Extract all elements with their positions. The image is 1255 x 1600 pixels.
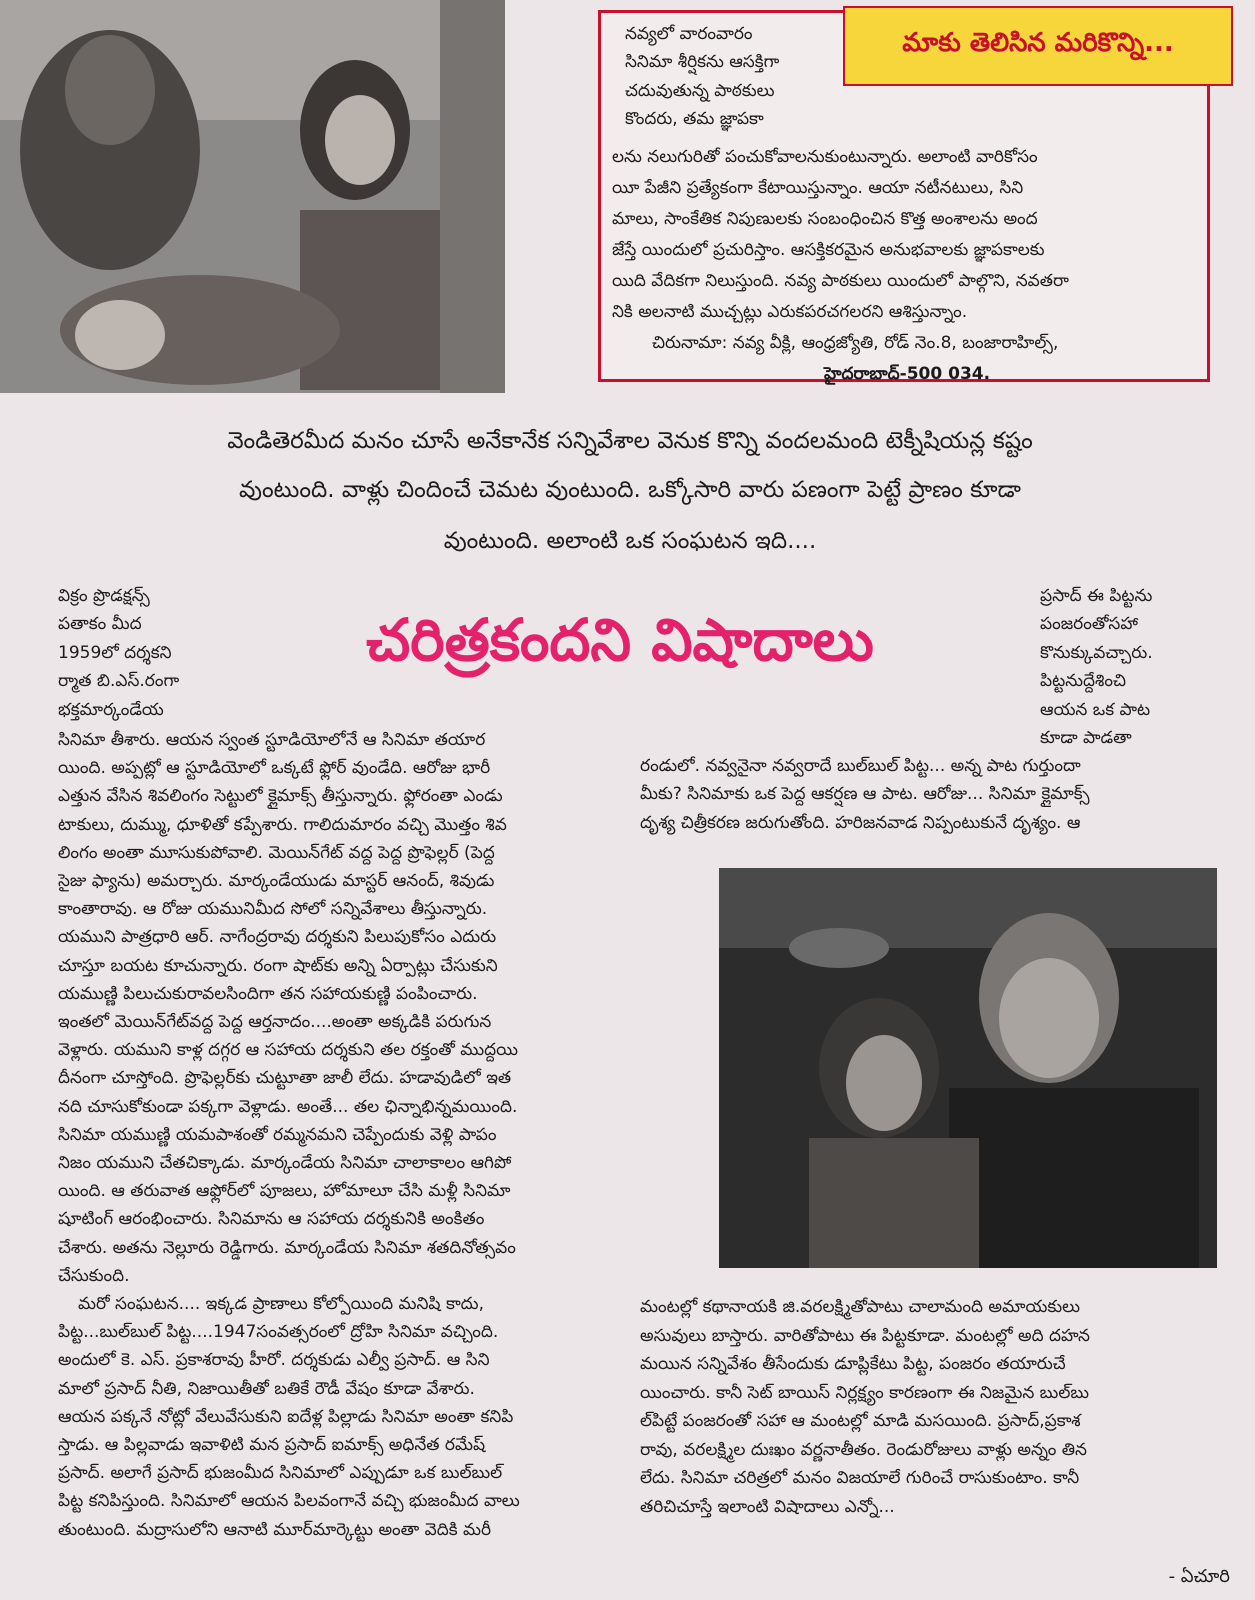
article-headline: చరిత్రకందని విషాదాలు bbox=[366, 606, 874, 674]
text-line: లింగం అంతా మూసుకుపోవాలి. మెయిన్‌గేట్ వద్ద పెద్ద ప్రొఫెల్లర్ (పెద్ద bbox=[58, 842, 495, 863]
text-line: మరో సంఘటన.... ఇక్కడ ప్రాణాలు కోల్పోయింది మనిషి కాదు, bbox=[78, 1294, 484, 1315]
text-line: రండులో. నవ్వనైనా నవ్వరాదే బుల్‌బుల్ పిట్ట... అన్న పాట గుర్తుందా bbox=[640, 756, 1081, 776]
text-line: ప్రసాద్. అలాగే ప్రసాద్ భుజంమీద సినిమాలో ఎప్పుడూ ఒక బుల్‌బుల్ bbox=[58, 1463, 503, 1484]
text-line: చేశారు. అతను నెల్లూరు రెడ్డిగారు. మార్కండేయ సినిమా శతదినోత్సవం bbox=[58, 1237, 516, 1258]
text-line: ర్మాత బి.ఎస్.రంగా bbox=[58, 671, 180, 692]
text-line: నిజం యముని చేతచిక్కాడు. మార్కండేయ సినిమా చాలాకాలం ఆగిపో bbox=[58, 1153, 512, 1174]
box-address-line-1: చిరునామా: నవ్య వీక్లి, ఆంధ్రజ్యోతి, రోడ్ నెం.8, బంజారాహిల్స్, bbox=[652, 333, 1059, 353]
text-line: కాంతారావు. ఆ రోజు యమునిమీద సోలో సన్నివేశాలు తీస్తున్నారు. bbox=[58, 899, 488, 920]
right-column-bottom bbox=[640, 1293, 1205, 1521]
text-line: కూడా పాడతా bbox=[1040, 728, 1132, 749]
film-still-photo-bottom bbox=[719, 868, 1217, 1268]
text-line: చేసుకుంది. bbox=[58, 1265, 130, 1286]
text-line: 1959లో దర్శకని bbox=[58, 642, 172, 663]
box-line: కొందరు, తమ జ్ఞాపకా bbox=[625, 109, 764, 130]
box-line: నికి అలనాటి ముచ్చట్లు ఎరుకపరచగలరని ఆశిస్తున్నాం. bbox=[612, 302, 968, 322]
intro-line: వుంటుంది. అలాంటి ఒక సంఘటన ఇది.... bbox=[443, 528, 817, 554]
text-line: సినిమా యముణ్ణి యమపాశంతో రమ్మనమని చెప్పేందుకు వెళ్లి పాపం bbox=[58, 1124, 497, 1145]
text-line: కొనుక్కువచ్చారు. bbox=[1040, 642, 1153, 663]
box-line: నవ్యలో వారంవారం bbox=[625, 24, 753, 44]
box-line: సినిమా శీర్షికను ఆసక్తిగా bbox=[625, 52, 780, 73]
left-narrow-column bbox=[58, 582, 228, 724]
text-line: యించారు. కానీ సెట్ బాయిస్ నిర్లక్ష్యం కారణంగా ఈ నిజమైన బుల్‌బు bbox=[640, 1382, 1090, 1403]
box-line: చదువుతున్న పాఠకులు bbox=[625, 80, 775, 101]
text-line: పంజరంతోసహా bbox=[1040, 614, 1138, 635]
text-line: ల్‌పిట్టే పంజరంతో సహా ఆ మంటల్లో మాడి మసయింది. ప్రసాద్,ప్రకాశ bbox=[640, 1411, 1081, 1431]
box-line: యీ పేజీని ప్రత్యేకంగా కేటాయిస్తున్నాం. ఆయా నటీనటులు, సిని bbox=[612, 178, 1024, 198]
text-line: ఆయన ఒక పాట bbox=[1040, 699, 1151, 720]
box-line: లను నలుగురితో పంచుకోవాలనుకుంటున్నారు. అలాంటి వారికోసం bbox=[612, 147, 1038, 167]
text-line: మాలో ప్రసాద్ నీతి, నిజాయితీతో బతికే రౌడీ వేషం కూడా వేశారు. bbox=[58, 1378, 475, 1399]
text-line: మీకు? సినిమాకు ఒక పెద్ద ఆకర్షణ ఆ పాట. ఆరోజు... సినిమా క్లైమాక్స్ bbox=[640, 784, 1090, 805]
right-column-top bbox=[640, 752, 1205, 837]
text-line: పతాకం మీద bbox=[58, 614, 142, 635]
box-line: యిది వేదికగా నిలుస్తుంది. నవ్య పాఠకులు యిందులో పాల్గొని, నవతరా bbox=[612, 271, 1069, 291]
text-line: సినిమా తీశారు. ఆయన స్వంత స్టూడియోలోనే ఆ సినిమా తయార bbox=[58, 730, 486, 750]
text-line: యముని పాత్రధారి ఆర్. నాగేంద్రరావు దర్శకుని పిలుపుకోసం ఎదురు bbox=[58, 927, 497, 948]
text-line: దీనంగా చూస్తోంది. ప్రొఫెల్లర్‌కు చుట్టూతా జాలీ లేదు. హడావుడిలో ఇత bbox=[58, 1068, 512, 1089]
text-line: తరిచిచూస్తే ఇలాంటి విషాదాలు ఎన్నో... bbox=[640, 1496, 895, 1517]
text-line: భక్తమార్కండేయ bbox=[58, 699, 164, 720]
text-line: యింది. ఆ తరువాత ఆఫ్లోర్‌లో పూజలు, హోమాలూ చేసి మళ్లీ సినిమా bbox=[58, 1181, 511, 1202]
text-line: పిట్ట...బుల్‌బుల్ పిట్ట....1947సంవత్సరంలో ద్రోహి సినిమా వచ్చింది. bbox=[58, 1322, 499, 1343]
intro-paragraph bbox=[70, 418, 1190, 566]
intro-line: వెండితెరమీద మనం చూసే అనేకానేక సన్నివేశాల వెనుక కొన్ని వందలమంది టెక్నీషియన్ల కష్టం bbox=[227, 428, 1033, 454]
text-line: స్తాడు. ఆ పిల్లవాడు ఇవాళిటి మన ప్రసాద్ ఐమాక్స్ అధినేత రమేష్ bbox=[58, 1435, 486, 1456]
text-line: ఎత్తున వేసిన శివలింగం సెట్టులో క్లైమాక్స్ తీస్తున్నారు. ఫ్లోరంతా ఎండు bbox=[58, 786, 503, 807]
text-line: యముణ్ణి పిలుచుకురావలసిందిగా తన సహాయకుణ్ణి పంపించారు. bbox=[58, 983, 478, 1004]
text-line: ఇంతలో మెయిన్‌గేట్‌వద్ద పెద్ద ఆర్తనాదం....అంతా అక్కడికి పరుగున bbox=[58, 1012, 492, 1033]
text-line: ఆయన పక్కనే నోట్లో వేలువేసుకుని ఐదేళ్ల పిల్లాడు సినిమా అంతా కనిపి bbox=[58, 1406, 514, 1427]
text-line: యింది. అప్పట్లో ఆ స్టూడియోలో ఒక్కటే ఫ్లోర్ వుండేది. ఆరోజు భారీ bbox=[58, 758, 491, 779]
text-line: టాకులు, దుమ్ము, ధూళితో కప్పేశారు. గాలిదుమారం వచ్చి మొత్తం శివ bbox=[58, 814, 507, 835]
text-line: సైజు ఫ్యాను) అమర్చారు. మార్కండేయుడు మాస్టర్ ఆనంద్, శివుడు bbox=[58, 871, 495, 892]
text-line: దృశ్య చిత్రీకరణ జరుగుతోంది. హరిజనవాడ నిప్పంటుకునే దృశ్యం. ఆ bbox=[640, 812, 1081, 833]
box-text-wide bbox=[612, 142, 1202, 390]
box-line: జేస్తే యిందులో ప్రచురిస్తాం. ఆసక్తికరమైన అనుభవాలకు జ్ఞాపకాలకు bbox=[612, 240, 1045, 260]
intro-line: వుంటుంది. వాళ్లు చిందించే చెమట వుంటుంది. ఒక్కోసారి వారు పణంగా పెట్టే ప్రాణం కూడా bbox=[239, 477, 1021, 503]
text-line: మయిన సన్నివేశం తీసేందుకు డూప్లికేటు పిట్ట, పంజరం తయారుచే bbox=[640, 1354, 1066, 1374]
right-narrow-column bbox=[1040, 582, 1210, 752]
box-line: మాలు, సాంకేతిక నిపుణులకు సంబంధించిన కొత్త అంశాలను అంద bbox=[612, 209, 1038, 229]
text-line: లేదు. సినిమా చరిత్రలో మనం విజయాలే గురించే రాసుకుంటాం. కానీ bbox=[640, 1468, 1080, 1488]
text-line: అసువులు బాస్తారు. వారితోపాటు ఈ పిట్టకూడా. మంటల్లో అది దహన bbox=[640, 1325, 1090, 1346]
box-text-narrow bbox=[625, 20, 835, 134]
text-line: రావు, వరలక్ష్మిల దుఃఖం వర్ణనాతీతం. రెండురోజులు వాళ్లు అన్నం తిన bbox=[640, 1439, 1087, 1460]
text-line: ప్రసాద్ ఈ పిట్టను bbox=[1040, 586, 1153, 606]
text-line: పిట్ట కనిపిస్తుంది. సినిమాలో ఆయన పిలవంగానే వచ్చి భుజంమీద వాలు bbox=[58, 1491, 520, 1512]
text-line: వెళ్లారు. యముని కాళ్ల దగ్గర ఆ సహాయ దర్శకుని తల రక్తంతో ముద్దయి bbox=[58, 1040, 519, 1061]
text-line: తుంటుంది. మద్రాసులోని ఆనాటి మూర్‌మార్కెట్టు అంతా వెదికి మరీ bbox=[58, 1519, 492, 1540]
left-main-column bbox=[58, 726, 618, 1544]
box-address-line-2: హైదరాబాద్-500 034. bbox=[823, 364, 991, 384]
text-line: పిట్టనుద్దేశించి bbox=[1040, 671, 1127, 692]
text-line: విక్రం ప్రొడక్షన్స్ bbox=[58, 586, 150, 606]
section-tag: మాకు తెలిసిన మరికొన్ని... bbox=[843, 6, 1233, 86]
text-line: చూస్తూ బయట కూచున్నారు. రంగా షాట్‌కు అన్ని ఏర్పాట్లు చేసుకుని bbox=[58, 955, 498, 976]
text-line: షూటింగ్ ఆరంభించారు. సినిమాను ఆ సహాయ దర్శకునికి అంకితం bbox=[58, 1209, 485, 1230]
text-line: అందులో కె. ఎస్. ప్రకాశరావు హీరో. దర్శకుడు ఎల్వీ ప్రసాద్. ఆ సిని bbox=[58, 1350, 490, 1371]
author-signature: - ఏచూరి bbox=[1168, 1566, 1230, 1587]
film-still-photo-top bbox=[0, 0, 505, 393]
text-line: మంటల్లో కథానాయకి జి.వరలక్ష్మితోపాటు చాలామంది అమాయకులు bbox=[640, 1297, 1081, 1317]
text-line: నది చూసుకోకుండా పక్కగా వెళ్లాడు. అంతే... తల ఛిన్నాభిన్నమయింది. bbox=[58, 1096, 518, 1117]
